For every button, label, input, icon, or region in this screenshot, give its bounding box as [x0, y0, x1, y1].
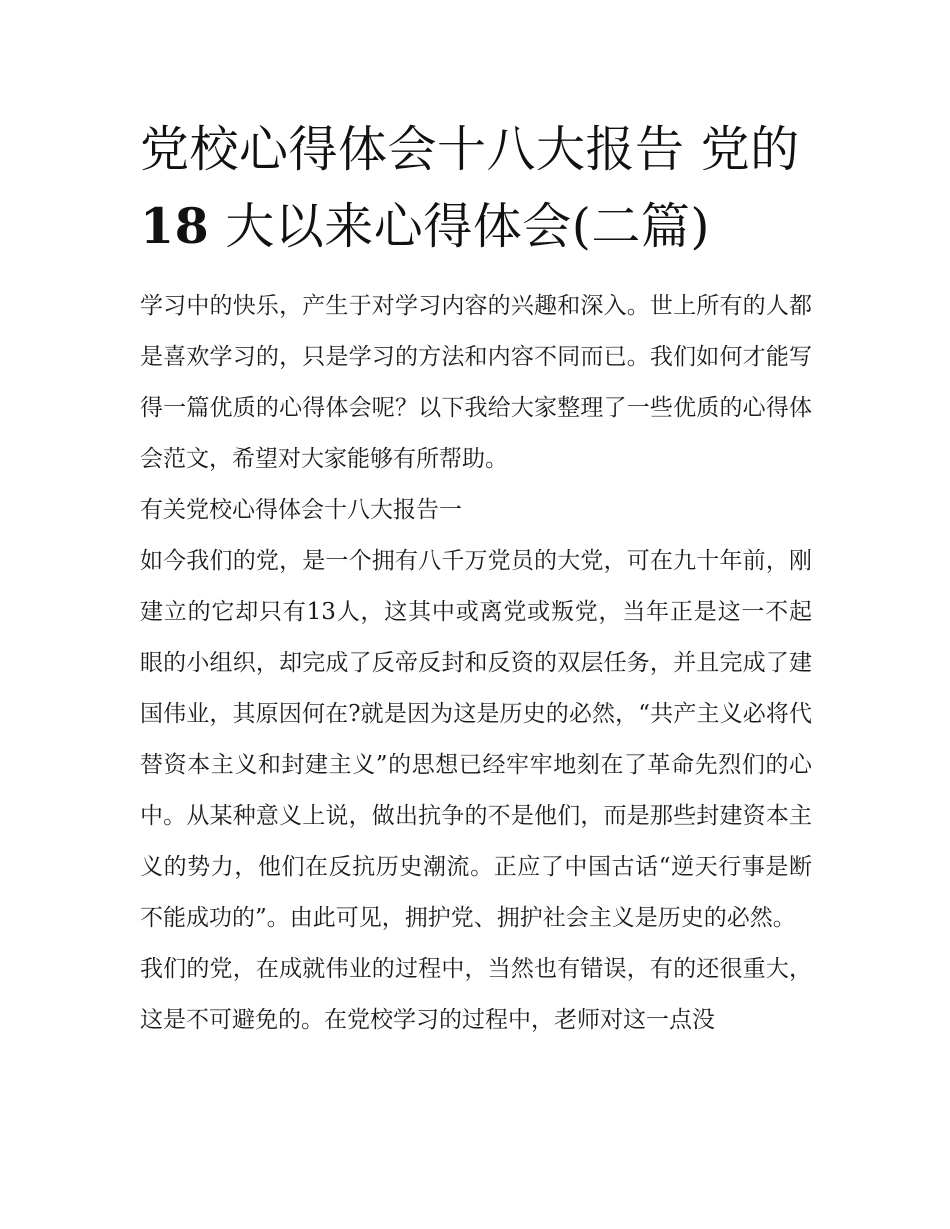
body-paragraph: 我们的党，在成就伟业的过程中，当然也有错误，有的还很重大，这是不可避免的。在党校学习的过程中，老师对这一点没	[140, 956, 812, 1033]
title-number: 18	[140, 197, 210, 255]
document-title	[140, 112, 812, 265]
document-body	[140, 281, 812, 1046]
title-line-1: 党校心得体会十八大报告 党的	[140, 121, 800, 178]
intro-paragraph: 学习中的快乐，产生于对学习内容的兴趣和深入。世上所有的人都是喜欢学习的，只是学习的方法和内容不同而已。我们如何才能写得一篇优质的心得体会呢？以下我给大家整理了一些优质的心得体会范文，希望对大家能够有所帮助。	[140, 293, 812, 472]
title-line-2: 大以来心得体会(二篇)	[209, 198, 711, 255]
body-paragraph: 如今我们的党，是一个拥有八千万党员的大党，可在九十年前，刚建立的它却只有13人，这其中或离党或叛党，当年正是这一不起眼的小组织，却完成了反帝反封和反资的双层任务，并且完成了建国伟业，其原因何在?就是因为这是历史的必然，“共产主义必将代替资本主义和封建主义”的思想已经牢牢地刻在了革命先烈们的心中。从某种意义上说，做出抗争的不是他们，而是那些封建资本主义的势力，他们在反抗历史潮流。正应了中国古话“逆天行事是断不能成功的”。由此可见，拥护党、拥护社会主义是历史的必然。	[140, 548, 812, 931]
section-heading: 有关党校心得体会十八大报告一	[140, 497, 462, 523]
document-content	[140, 112, 812, 1046]
